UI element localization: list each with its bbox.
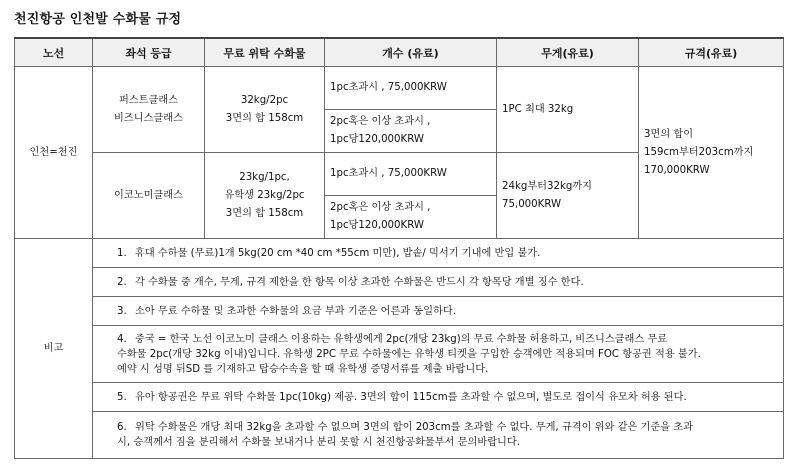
remark-item-4 (93, 326, 784, 383)
header-route: 노선 (15, 38, 93, 67)
header-count-paid: 개수 (유료) (325, 38, 497, 67)
economy-weight-cell (497, 153, 639, 239)
size-line: 159cm부터203cm까지 (644, 146, 754, 158)
remark-text: 위탁 수화물은 개당 최대 32kg을 초과할 수 없으며 3면의 합이 203cm를 초과할 수 없다. 무게, 규격이 위와 같은 기준을 초과 (135, 422, 693, 433)
business-class-cell (93, 67, 205, 153)
business-free-line: 3면의 합 158cm (225, 112, 304, 124)
remark-number: 5. (117, 391, 127, 403)
remark-number: 2. (117, 276, 127, 288)
business-row-1 (15, 67, 784, 110)
count-line: 2pc혹은 이상 초과시 , (330, 202, 431, 213)
remark-line: 수화물 2pc(개당 32kg 이내)입니다. 유학생 2PC 무료 수하물에는 유학생 티켓을 구입한 승객에만 적용되며 FOC 항공권 적용 불가. (117, 348, 701, 360)
business-free-line: 32kg/2pc (240, 94, 289, 106)
remark-item-5 (93, 383, 784, 412)
remark-text: 중국 = 한국 노선 이코노미 클래스 이용하는 유학생에게 2pc(개당 23kg)의 무료 수화물 허용하고, 비즈니스클래스 무료 (135, 333, 668, 345)
count-line: 2pc혹은 이상 초과시 , (330, 116, 431, 127)
size-cell (639, 67, 784, 239)
header-seat-class: 좌석 등급 (93, 38, 205, 67)
economy-free-baggage-cell (205, 153, 325, 239)
header-row (15, 38, 784, 67)
remark-row-4 (15, 326, 784, 383)
remark-number: 4. (117, 333, 127, 345)
page-title: 천진항공 인천발 수화물 규정 (14, 12, 182, 27)
economy-count-1-cell: 1pc초과시 , 75,000KRW (325, 153, 497, 196)
remark-line: 예약 시 성명 뒤SD 를 기재하고 탑승수속을 할 때 유학생 증명서류를 제출 바랍니다. (117, 363, 489, 375)
header-weight-paid: 무게(유료) (497, 38, 639, 67)
remark-row-1 (15, 239, 784, 268)
remark-text: 휴대 수하물 (무료)1개 5kg(20 cm *40 cm *55cm 미만), 밥솥/ 믹서기 기내에 반입 불가. (135, 247, 541, 259)
size-line: 3면의 합이 (644, 128, 694, 140)
baggage-rules-table (14, 37, 784, 459)
remark-line: 시, 승객께서 짐을 분리해서 수화물 보내거나 분리 못할 시 천진항공화물부서 문의바랍니다. (117, 437, 520, 448)
remark-item-6 (93, 412, 784, 459)
remark-number: 6. (117, 422, 127, 433)
remark-row-5 (15, 383, 784, 412)
business-class-line: 퍼스트클래스 (118, 94, 179, 106)
header-free-baggage: 무료 위탁 수화물 (205, 38, 325, 67)
count-line: 1pc당120,000KRW (330, 134, 424, 145)
economy-free-line: 23kg/1pc, (239, 171, 290, 183)
remark-text: 각 수화물 중 개수, 무게, 규격 제한을 한 항목 이상 초과한 수화물은 반드시 각 항목당 개별 징수 한다. (135, 276, 584, 288)
weight-line: 75,000KRW (502, 198, 562, 210)
economy-class-cell: 이코노미클래스 (93, 153, 205, 239)
remark-line (117, 420, 771, 435)
remark-item-1 (93, 239, 784, 268)
remark-number: 3. (117, 305, 127, 317)
economy-free-line: 3면의 합 158cm (225, 207, 304, 219)
size-line: 170,000KRW (644, 164, 710, 176)
remarks-label: 비고 (15, 239, 93, 459)
remark-number: 1. (117, 247, 127, 259)
business-class-line: 비즈니스클래스 (114, 112, 183, 124)
economy-count-2-cell (325, 196, 497, 239)
business-count-1-cell: 1pc초과시 , 75,000KRW (325, 67, 497, 110)
economy-free-line: 유학생 23kg/2pc (224, 189, 305, 201)
count-line: 1pc당120,000KRW (330, 220, 424, 231)
remark-item-3 (93, 297, 784, 326)
business-count-2-cell (325, 110, 497, 153)
remark-text: 유아 항공권은 무료 위탁 수화물 1pc(10kg) 제공. 3면의 합이 115cm를 초과할 수 없으며, 별도로 접이식 유모차 허용 된다. (135, 391, 687, 403)
route-cell: 인천=천진 (15, 67, 93, 239)
remark-row-2 (15, 268, 784, 297)
remark-item-2 (93, 268, 784, 297)
business-weight-cell: 1PC 최대 32kg (497, 67, 639, 153)
header-size-paid: 규격(유료) (639, 38, 784, 67)
business-free-baggage-cell (205, 67, 325, 153)
remark-row-6 (15, 412, 784, 459)
weight-line: 24kg부터32kg까지 (502, 180, 593, 192)
remark-row-3 (15, 297, 784, 326)
remark-text: 소아 무료 수하물 및 초과한 수화물의 요금 부과 기준은 어른과 동일하다. (135, 305, 457, 317)
remark-line (117, 332, 771, 347)
